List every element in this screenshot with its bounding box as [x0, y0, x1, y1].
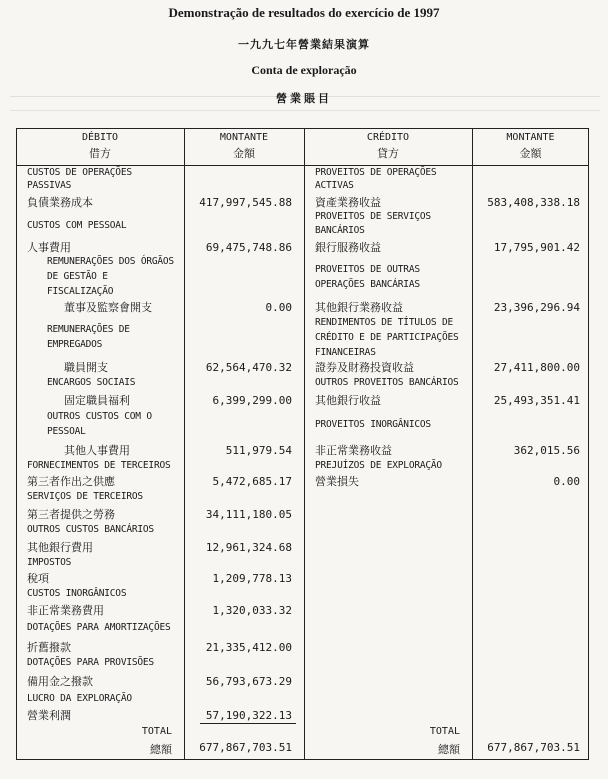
debit-amount: 1,209,778.13	[212, 572, 292, 585]
credit-label: RENDIMENTOS DE TÍTULOS DE CRÉDITO E DE PARTICIPAÇÕES FINANCEIRAS	[315, 317, 459, 358]
credit-amount: 27,411,800.00	[493, 361, 580, 374]
header-debit	[16, 131, 184, 162]
debit-label: LUCRO DA EXPLORAÇÃO	[27, 693, 132, 704]
credit-amount: 583,408,338.18	[487, 196, 580, 209]
debit-label-chinese: 董事及監察會開支	[64, 301, 152, 314]
debit-label: SERVIÇOS DE TERCEIROS	[27, 491, 143, 502]
header-amount-label-chinese: 金額	[233, 147, 255, 160]
debit-label: REMUNERAÇÕES DOS ÓRGÃOS DE GESTÃO E FISCALIZAÇÃO	[47, 256, 174, 297]
debit-amount: 6,399,299.00	[212, 394, 292, 407]
debit-label-chinese: 其他銀行費用	[27, 541, 93, 554]
credit-total-label-chinese: 總額	[438, 743, 460, 756]
debit-label: CUSTOS DE OPERAÇÕES PASSIVAS	[27, 167, 132, 191]
debit-label-chinese: 負債業務成本	[27, 196, 93, 209]
credit-label-chinese: 銀行服務收益	[315, 241, 381, 254]
debit-amount: 62,564,470.32	[205, 361, 292, 374]
credit-label-chinese: 營業損失	[315, 475, 359, 488]
credit-label: PROVEITOS DE OPERAÇÕES ACTIVAS	[315, 167, 437, 191]
debit-label: DOTAÇÕES PARA AMORTIZAÇÕES	[27, 622, 171, 633]
header-debit-amount	[184, 131, 304, 162]
column-divider	[472, 128, 473, 760]
debit-amount: 0.00	[265, 301, 292, 314]
credit-total-label: TOTAL	[429, 726, 460, 737]
credit-amount: 362,015.56	[513, 444, 580, 457]
section-title: Conta de exploração	[251, 63, 357, 77]
debit-total-amount: 677,867,703.51	[199, 741, 292, 754]
header-debit-label-chinese: 借方	[89, 147, 111, 160]
credit-amount: 17,795,901.42	[493, 241, 580, 254]
debit-amount: 1,320,033.32	[212, 604, 292, 617]
debit-label: OUTROS CUSTOS COM O PESSOAL	[47, 411, 152, 437]
header-credit-label: CRÉDITO	[366, 132, 410, 143]
credit-label-chinese: 證券及財務投資收益	[315, 361, 414, 374]
debit-label: CUSTOS INORGÂNICOS	[27, 588, 127, 599]
header-amount-label: MONTANTE	[506, 132, 555, 143]
debit-amount: 417,997,545.88	[199, 196, 292, 209]
header-debit-label: DÉBITO	[81, 132, 119, 143]
debit-amount: 69,475,748.86	[205, 241, 292, 254]
credit-amount: 25,493,351.41	[493, 394, 580, 407]
header-amount-label-chinese: 金額	[519, 147, 542, 160]
column-divider	[184, 128, 185, 760]
debit-label: DOTAÇÕES PARA PROVISÕES	[27, 657, 154, 668]
section-title-chinese: 營業賬目	[276, 92, 332, 105]
page-title-chinese: 一九九七年營業結果演算	[238, 38, 370, 51]
debit-label: ENCARGOS SOCIAIS	[47, 377, 136, 388]
debit-label-chinese: 固定職員福利	[64, 394, 130, 407]
debit-amount: 511,979.54	[225, 444, 292, 457]
debit-amount: 5,472,685.17	[212, 475, 292, 488]
debit-label-chinese: 非正常業務費用	[27, 604, 104, 617]
debit-label-chinese: 人事費用	[27, 241, 71, 254]
debit-total-label-chinese: 總額	[150, 743, 172, 756]
credit-label: PROVEITOS DE SERVIÇOS BANCÁRIOS	[315, 211, 431, 236]
column-divider	[304, 128, 305, 760]
credit-amount: 23,396,296.94	[493, 301, 580, 314]
debit-label-chinese: 折舊撥款	[27, 641, 71, 654]
credit-amount: 0.00	[553, 475, 580, 488]
debit-label: FORNECIMENTOS DE TERCEIROS	[27, 460, 171, 471]
subtotal-rule	[200, 723, 296, 724]
credit-label: PREJUÍZOS DE EXPLORAÇÃO	[315, 460, 442, 471]
header-credit	[304, 131, 472, 162]
debit-label-chinese: 稅項	[27, 572, 49, 585]
debit-label-chinese: 備用金之撥款	[27, 675, 93, 688]
debit-amount: 56,793,673.29	[205, 675, 292, 688]
debit-label-chinese: 職員開支	[64, 361, 108, 374]
debit-amount: 21,335,412.00	[205, 641, 292, 654]
debit-amount: 34,111,180.05	[205, 508, 292, 521]
debit-label: CUSTOS COM PESSOAL	[27, 220, 127, 231]
debit-amount: 57,190,322.13	[205, 709, 292, 722]
page-title: Demonstração de resultados do exercício de 1997	[168, 5, 440, 20]
credit-label-chinese: 資產業務收益	[315, 196, 381, 209]
credit-total-amount: 677,867,703.51	[487, 741, 580, 754]
debit-label-chinese: 其他人事費用	[64, 444, 130, 457]
credit-label-chinese: 其他銀行業務收益	[315, 301, 403, 314]
credit-label-chinese: 其他銀行收益	[315, 394, 381, 407]
debit-label-chinese: 第三者提供之勞務	[27, 508, 115, 521]
header-amount-label: MONTANTE	[219, 132, 269, 143]
credit-label: PROVEITOS DE OUTRAS OPERAÇÕES BANCÁRIAS	[315, 264, 420, 290]
header-credit-label-chinese: 貸方	[377, 147, 399, 160]
debit-label-chinese: 營業利潤	[27, 709, 71, 722]
debit-label: OUTROS CUSTOS BANCÁRIOS	[27, 524, 154, 535]
credit-label: OUTROS PROVEITOS BANCÁRIOS	[315, 377, 459, 388]
header-credit-amount	[472, 131, 589, 162]
debit-total-label: TOTAL	[141, 726, 172, 737]
debit-label-chinese: 第三者作出之供應	[27, 475, 115, 488]
credit-label: PROVEITOS INORGÂNICOS	[315, 419, 431, 430]
credit-label-chinese: 非正常業務收益	[315, 444, 392, 457]
debit-label: IMPOSTOS	[27, 557, 72, 568]
debit-amount: 12,961,324.68	[205, 541, 292, 554]
debit-label: REMUNERAÇÕES DE EMPREGADOS	[47, 324, 130, 350]
